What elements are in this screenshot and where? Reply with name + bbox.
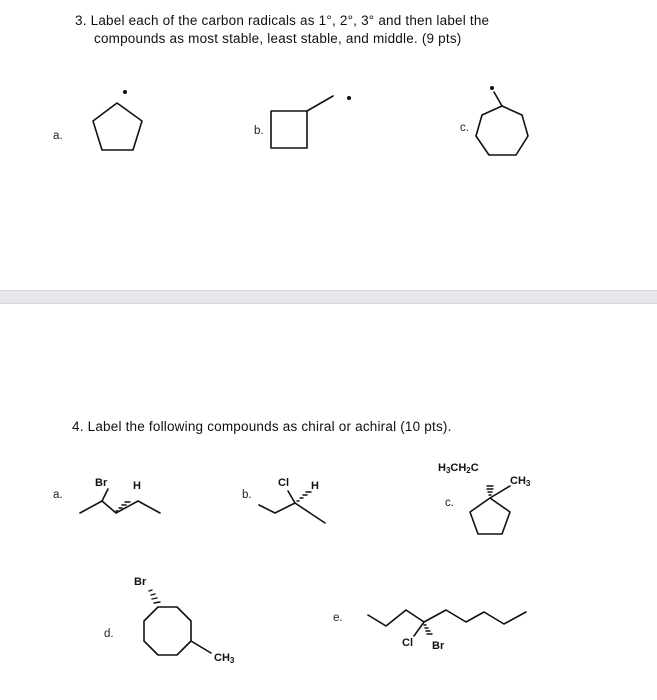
q4d-methyl-group: $CH_3$ [214,652,235,665]
radical-dot [490,86,494,90]
q4c-hashed-bond [487,486,493,495]
q3a-cyclopentyl-radical [85,85,155,165]
q3b-cyclobutylmethyl-radical [265,85,355,155]
q4e-hashed-bond [424,625,432,634]
q4d-br-atom: Br [134,576,147,588]
q4c-ethyl-group: $H_3CH_2C$ [438,462,479,475]
q4-label-c: c. [445,497,454,509]
q4-label-e: e. [333,612,343,624]
q3-label-c: c. [460,122,469,134]
radical-dot [347,96,351,100]
q4c-skeleton [452,472,532,562]
q4a-skeleton [72,480,172,540]
q4b-cl-atom: Cl [278,477,289,489]
q3-prompt-line2: compounds as most stable, least stable, and middle. (9 pts) [94,31,462,46]
q4a-br-atom: Br [95,477,108,489]
q4a-h-atom: H [133,480,141,492]
q4-prompt: 4. Label the following compounds as chiral or achiral (10 pts). [72,419,452,434]
q4b-hashed-bond [297,492,311,501]
q3c-cycloheptyl-radical [465,82,545,172]
q3-prompt-line1: 3. Label each of the carbon radicals as 1°, 2°, 3° and then label the [75,13,490,28]
q4c-methyl-group: $CH_3$ [510,475,531,488]
section-divider [0,290,657,304]
q3-label-b: b. [254,125,264,137]
q4e-skeleton [368,600,548,650]
radical-dot [123,90,127,94]
q4b-h-atom: H [311,480,319,492]
q4-label-b: b. [242,489,252,501]
q4-label-d: d. [104,628,114,640]
q4e-cl-atom: Cl [402,637,413,649]
q4-label-a: a. [53,489,63,501]
q3-label-a: a. [53,130,63,142]
q4b-skeleton [255,485,345,535]
q4e-br-atom: Br [432,640,445,652]
q4d-hashed-bond [149,590,160,603]
q4d-skeleton [125,585,235,685]
